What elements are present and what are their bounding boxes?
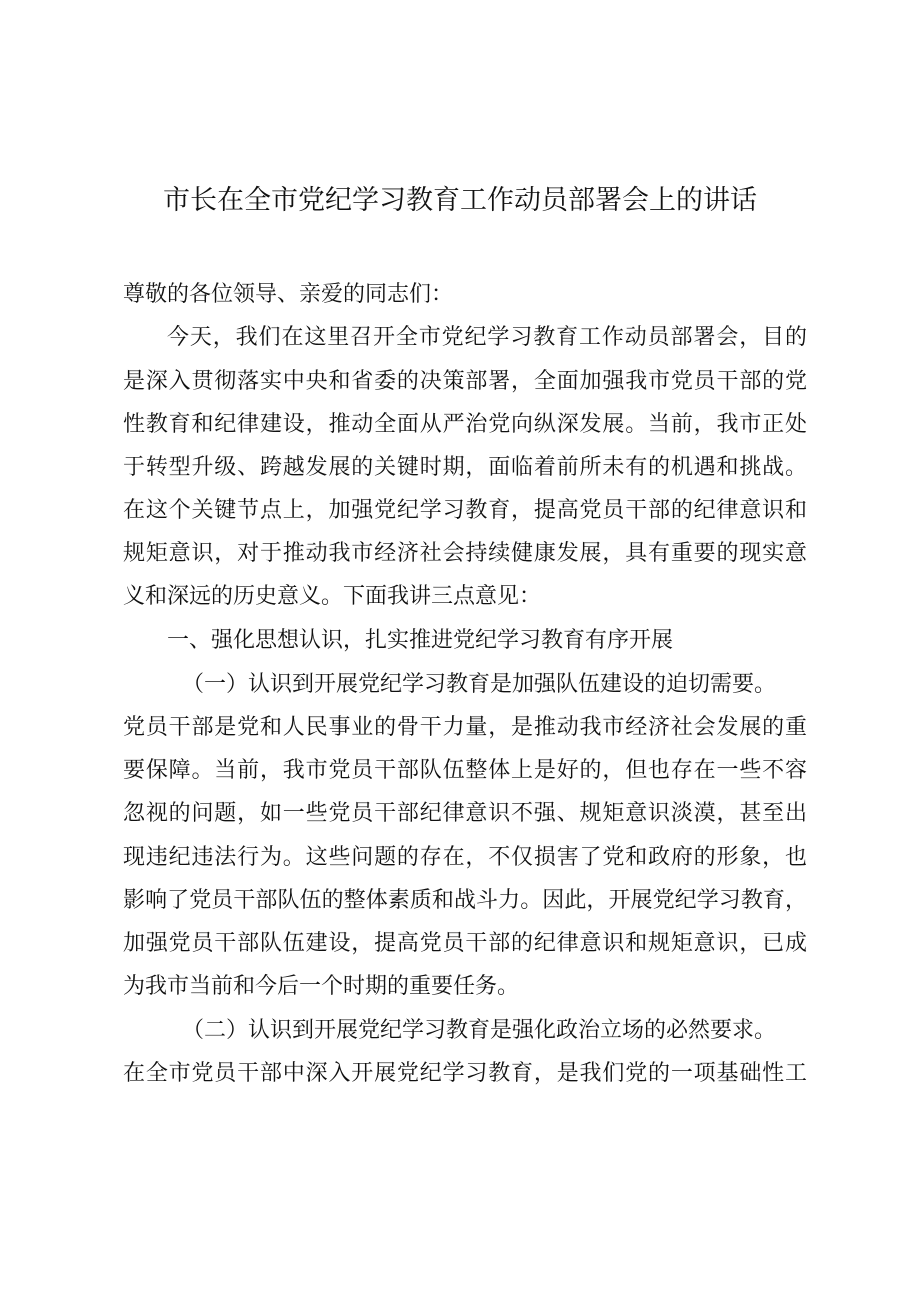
salutation: 尊敬的各位领导、亲爱的同志们： (123, 282, 454, 307)
paragraph-line: 要保障。当前，我市党员干部队伍整体上是好的，但也存在一些不容 (123, 758, 807, 783)
paragraph-line: 加强党员干部队伍建设，提高党员干部的纪律意识和规矩意识，已成 (123, 931, 807, 956)
paragraph-line: 性教育和纪律建设，推动全面从严治党向纵深发展。当前，我市正处 (123, 412, 807, 437)
paragraph-line: 忽视的问题，如一些党员干部纪律意识不强、规矩意识淡漠，甚至出 (123, 801, 807, 826)
subsection-heading: （二）认识到开展党纪学习教育是强化政治立场的必然要求。 (182, 1018, 777, 1043)
paragraph-line: 为我市当前和今后一个时期的重要任务。 (123, 974, 520, 999)
section-heading: 一、强化思想认识，扎实推进党纪学习教育有序开展 (167, 628, 674, 653)
subsection-heading: （一）认识到开展党纪学习教育是加强队伍建设的迫切需要。 (182, 672, 777, 697)
paragraph-line: 在全市党员干部中深入开展党纪学习教育，是我们党的一项基础性工 (123, 1061, 807, 1086)
paragraph-line: 于转型升级、跨越发展的关键时期，面临着前所未有的机遇和挑战。 (123, 455, 807, 480)
paragraph-line: 现违纪违法行为。这些问题的存在，不仅损害了党和政府的形象，也 (123, 845, 807, 870)
paragraph-line: 规矩意识，对于推动我市经济社会持续健康发展，具有重要的现实意 (123, 541, 807, 566)
paragraph-line: 今天，我们在这里召开全市党纪学习教育工作动员部署会，目的 (167, 325, 807, 350)
paragraph-line: 是深入贯彻落实中央和省委的决策部署，全面加强我市党员干部的党 (123, 369, 807, 394)
document-title: 市长在全市党纪学习教育工作动员部署会上的讲话 (163, 185, 757, 216)
paragraph-line: 影响了党员干部队伍的整体素质和战斗力。因此，开展党纪学习教育， (123, 888, 807, 913)
paragraph-line: 党员干部是党和人民事业的骨干力量，是推动我市经济社会发展的重 (123, 715, 807, 740)
paragraph-line: 义和深远的历史意义。下面我讲三点意见： (123, 584, 542, 609)
paragraph-line: 在这个关键节点上，加强党纪学习教育，提高党员干部的纪律意识和 (123, 498, 807, 523)
